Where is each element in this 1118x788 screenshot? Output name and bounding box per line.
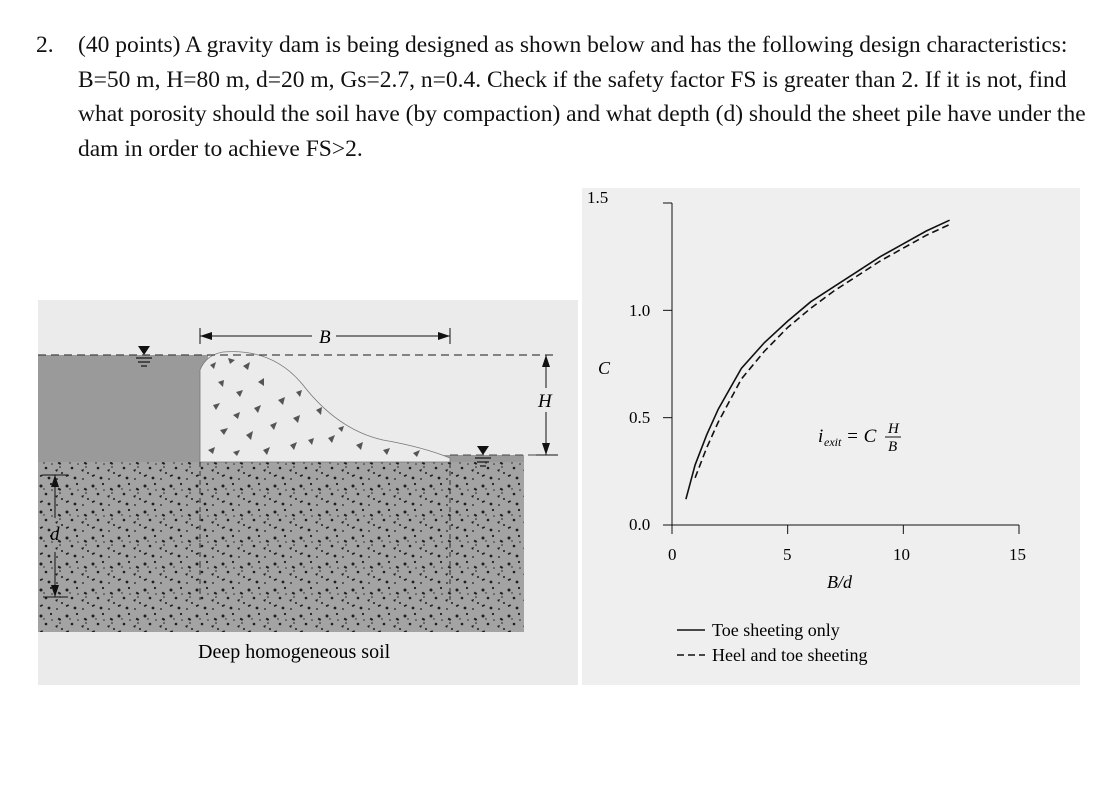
- label-H: H: [538, 391, 552, 412]
- legend-label-toe: Toe sheeting only: [712, 620, 840, 640]
- x-tick-label-10: 10: [893, 545, 910, 564]
- y-tick-label-1.0: 1.0: [629, 301, 651, 320]
- x-tick-label-0: 0: [668, 545, 677, 564]
- soil-caption: Deep homogeneous soil: [198, 641, 391, 663]
- equation-annotation: [818, 421, 901, 455]
- label-d: d: [50, 524, 60, 545]
- series-line-toe-sheeting: [686, 220, 950, 499]
- problem-number: 2.: [36, 32, 54, 58]
- x-tick-label-5: 5: [783, 545, 792, 564]
- gravity-dam: [200, 352, 450, 462]
- annotation-eq: = C: [846, 426, 877, 447]
- dam-diagram: [38, 300, 578, 685]
- x-axis-label: B/d: [827, 572, 852, 592]
- problem-text: (40 points) A gravity dam is being designed as shown below and has the following design characteristics: B=50 m, H=80 m, d=20 m, Gs=2.7, n=0.4. Check if the safety factor FS is greater than 2. If it is not, find what porosity should the soil have (by compaction) and what depth (d) should the sheet pile have under the dam in order to achieve FS>2.: [78, 32, 1086, 162]
- annotation-sub: exit: [824, 435, 842, 449]
- legend-label-heel-toe: Heel and toe sheeting: [712, 645, 868, 665]
- y-tick-label-1.5: 1.5: [587, 188, 609, 207]
- y-tick-label-0.5: 0.5: [629, 408, 651, 427]
- y-tick-label-0.0: 0.0: [629, 515, 651, 534]
- annotation-lhs: i: [818, 426, 824, 447]
- problem-statement: [36, 28, 1086, 166]
- soil-layer: [38, 462, 524, 632]
- annotation-den: B: [888, 439, 898, 455]
- exit-gradient-chart: [582, 188, 1080, 685]
- x-tick-label-15: 15: [1009, 545, 1026, 564]
- legend: [677, 620, 867, 665]
- upstream-water: [38, 355, 208, 462]
- y-axis-label: C: [598, 358, 611, 378]
- dam-figure: [38, 300, 578, 685]
- annotation-num: H: [888, 421, 899, 437]
- label-B: B: [319, 327, 331, 348]
- chart-figure: [582, 188, 1080, 685]
